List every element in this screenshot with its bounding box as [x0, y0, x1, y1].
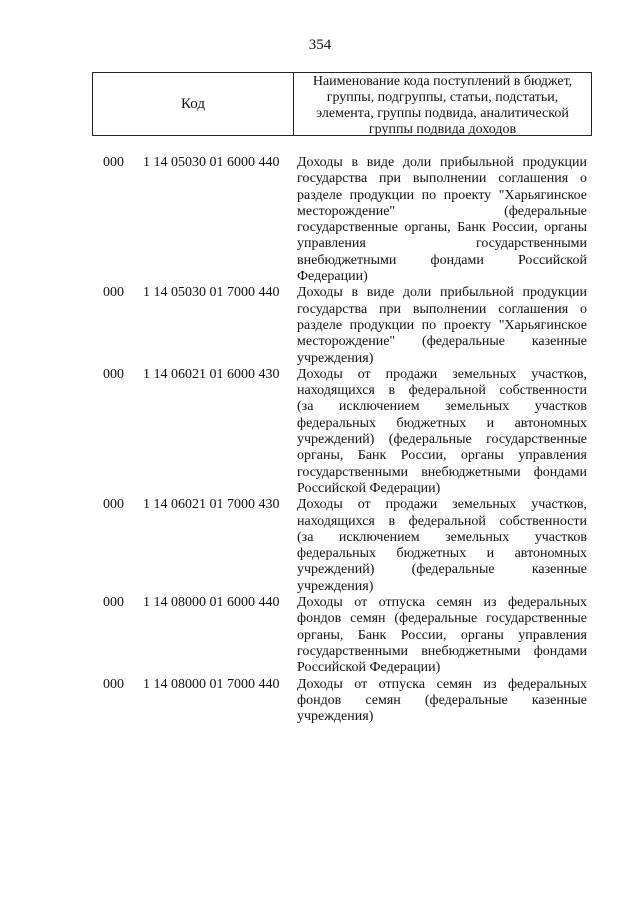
description-line: Российской Федерации)	[297, 480, 441, 496]
table-row	[0, 367, 640, 497]
page-number: 354	[308, 37, 332, 53]
description-line: месторождение" (федеральные казенные	[297, 334, 587, 350]
description-line: государственными внебюджетными фондами	[297, 464, 587, 480]
header-code-cell: Код	[93, 73, 294, 135]
revenue-description	[297, 497, 587, 595]
table-header	[92, 72, 592, 136]
description-line: органы, Банк России, органы управления	[297, 627, 587, 643]
revenue-description	[297, 367, 587, 497]
header-name-cell	[294, 73, 591, 135]
description-line: (за исключением земельных участков	[297, 399, 587, 415]
description-line: Доходы от отпуска семян из федеральных	[297, 595, 587, 611]
description-line: Российской Федерации)	[297, 660, 441, 676]
admin-code: 000	[103, 285, 124, 301]
description-line: учреждения)	[297, 578, 374, 594]
description-line: органы, Банк России, органы управления	[297, 448, 587, 464]
revenue-description	[297, 285, 587, 366]
description-line: учреждений) (федеральные государственные	[297, 432, 587, 448]
header-name-line: группы подвида доходов	[368, 122, 517, 137]
admin-code: 000	[103, 497, 124, 513]
revenue-code: 1 14 06021 01 7000 430	[143, 497, 280, 513]
description-line: государственные органы, Банк России, органы	[297, 220, 587, 236]
table-row	[0, 595, 640, 676]
description-line: Доходы в виде доли прибыльной продукции	[297, 285, 587, 301]
revenue-code: 1 14 08000 01 7000 440	[143, 676, 280, 692]
description-line: разделе продукции по проекту "Харьягинское	[297, 187, 587, 203]
table-row	[0, 497, 640, 595]
revenue-description	[297, 677, 587, 726]
description-line: учреждений) (федеральные казенные	[297, 562, 587, 578]
description-line: Доходы в виде доли прибыльной продукции	[297, 155, 587, 170]
description-line: находящихся в федеральной собственности	[297, 383, 587, 399]
description-line: учреждения)	[297, 350, 374, 366]
admin-code: 000	[103, 676, 124, 692]
admin-code: 000	[103, 155, 124, 170]
table-row	[0, 677, 640, 726]
table-row	[0, 285, 640, 366]
description-line: внебюджетными фондами Российской	[297, 252, 587, 268]
description-line: федеральных бюджетных и автономных	[297, 415, 587, 431]
admin-code: 000	[103, 366, 124, 382]
revenue-code: 1 14 08000 01 6000 440	[143, 595, 280, 611]
header-name-line: элемента, группы подвида, аналитической	[316, 106, 569, 121]
header-name-line: группы, подгруппы, статьи, подстатьи,	[326, 90, 559, 105]
description-line: учреждения)	[297, 709, 374, 725]
revenue-description	[297, 595, 587, 676]
revenue-code: 1 14 05030 01 6000 440	[143, 155, 280, 170]
description-line: Доходы от отпуска семян из федеральных	[297, 676, 587, 692]
description-line: федеральных бюджетных и автономных	[297, 546, 587, 562]
revenue-description	[297, 155, 587, 285]
table-row	[0, 155, 640, 285]
header-name-line: Наименование кода поступлений в бюджет,	[312, 74, 573, 89]
description-line: государства при выполнении соглашения о	[297, 171, 587, 187]
revenue-code: 1 14 06021 01 6000 430	[143, 366, 280, 382]
description-line: Доходы от продажи земельных участков,	[297, 366, 587, 382]
description-line: управления государственными	[297, 236, 587, 252]
description-line: фондов семян (федеральные государственные	[297, 611, 587, 627]
table-body	[0, 155, 640, 725]
description-line: месторождение" (федеральные	[297, 203, 587, 219]
description-line: находящихся в федеральной собственности	[297, 513, 587, 529]
description-line: государственными внебюджетными фондами	[297, 643, 587, 659]
description-line: разделе продукции по проекту "Харьягинское	[297, 317, 587, 333]
description-line: государства при выполнении соглашения о	[297, 301, 587, 317]
description-line: Доходы от продажи земельных участков,	[297, 497, 587, 513]
description-line: (за исключением земельных участков	[297, 529, 587, 545]
description-line: Федерации)	[297, 269, 368, 285]
description-line: фондов семян (федеральные казенные	[297, 692, 587, 708]
revenue-code: 1 14 05030 01 7000 440	[143, 285, 280, 301]
admin-code: 000	[103, 595, 124, 611]
